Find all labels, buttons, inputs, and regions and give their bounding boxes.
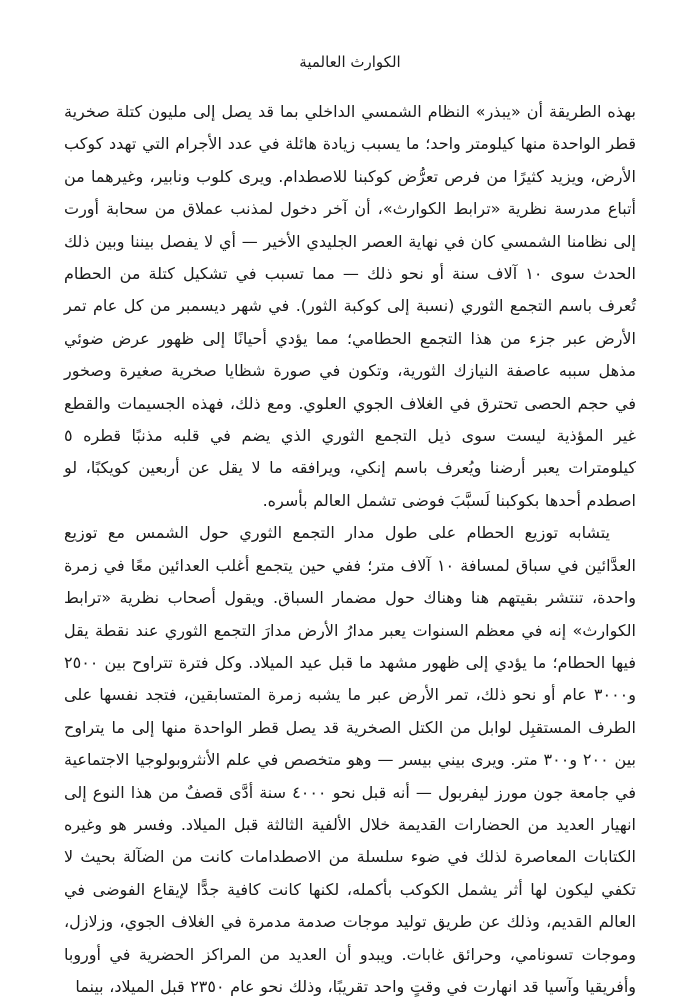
running-header: الكوارث العالمية [299, 53, 401, 71]
book-page [64, 0, 636, 1000]
paragraph-1: بهذه الطريقة أن «يبذر» النظام الشمسي الداخلي بما قد يصل إلى مليون كتلة صخرية قطر الواحدة منها كيلومتر واحد؛ ما يسبب زيادة هائلة في عدد الأجرام التي تهدد كوكب الأرض، ويزيد كثيرًا من فرص تعرُّض كوكبنا للاصطدام. ويرى كلوب ونابير، وغيرهما من أتباع مدرسة نظرية «ترابط الكوارث»، أن آخر دخول لمذنب عملاق من سحابة أورت إلى نظامنا الشمسي كان في نهاية العصر الجليدي الأخير — أي لا يفصل بيننا وبين ذلك الحدث سوى ١٠ آلاف سنة أو نحو ذلك — مما تسبب في تشكيل كتلة من الحطام تُعرف باسم التجمع الثوري (نسبة إلى كوكبة الثور). في شهر ديسمبر من كل عام تمر الأرض عبر جزء من هذا التجمع الحطامي؛ مما يؤدي أحيانًا إلى ظهور عرض ضوئي مذهل سببه عاصفة النيازك الثورية، وتكون في صورة شظايا صخرية صغيرة وصخور في حجم الحصى تحترق في الغلاف الجوي العلوي. ومع ذلك، فهذه الجسيمات والقطع غير المؤذية ليست سوى ذيل التجمع الثوري الذي يضم في قلبه مذنبًا قطره ٥ كيلومترات يعبر أرضنا ويُعرف باسم إنكي، ويرافقه ما لا يقل عن أربعين كويكبًا، لو اصطدم أحدها بكوكبنا لَسبَّبَ فوضى تشمل العالم بأسره. [64, 102, 636, 510]
body-text [64, 96, 636, 1003]
paragraph-2: يتشابه توزيع الحطام على طول مدار التجمع الثوري حول الشمس مع توزيع العدَّائين في سباق لمسافة ١٠ آلاف متر؛ ففي حين يتجمع أغلب العدائين معًا في زمرة واحدة، تنتشر بقيتهم هنا وهناك حول مضمار السباق. ويقول أصحاب نظرية «ترابط الكوارث» إنه في معظم السنوات يعبر مدارُ الأرض مدارَ التجمع الثوري عند نقطة يقل فيها الحطام؛ ما يؤدي إلى ظهور مشهد ما قبل عيد الميلاد. وكل فترة تتراوح بين ٢٥٠٠ و٣٠٠٠ عام أو نحو ذلك، تمر الأرض عبر ما يشبه زمرة المتسابقين، فتجد نفسها على الطرف المستقبِل لوابل من الكتل الصخرية قد يصل قطر الواحدة منها إلى ما يتراوح بين ٢٠٠ و٣٠٠ متر. ويرى بيني بيسر — وهو متخصص في علم الأنثروبولوجيا الاجتماعية في جامعة جون مورز ليفربول — أنه قبل نحو ٤٠٠٠ سنة أدَّى قصفٌ من هذا النوع إلى انهيار العديد من الحضارات القديمة خلال الألفية الثالثة قبل الميلاد. وفسر هو وغيره الكتابات المعاصرة لذلك في ضوء سلسلة من الاصطدامات كانت من الضآلة بحيث لا تكفي ليكون لها أثر يشمل الكوكب بأكمله، لكنها كانت كافية جدًّا لإيقاع الفوضى في العالم القديم، وذلك عن طريق توليد موجات صدمة مدمرة في الغلاف الجوي، وزلازل، وموجات تسونامي، وحرائق غابات. ويبدو أن العديد من المراكز الحضرية في أوروبا وأفريقيا وآسيا قد انهارت في وقتٍ واحد تقريبًا، وذلك نحو عام ٢٣٥٠ قبل الميلاد، بينما [64, 523, 637, 996]
